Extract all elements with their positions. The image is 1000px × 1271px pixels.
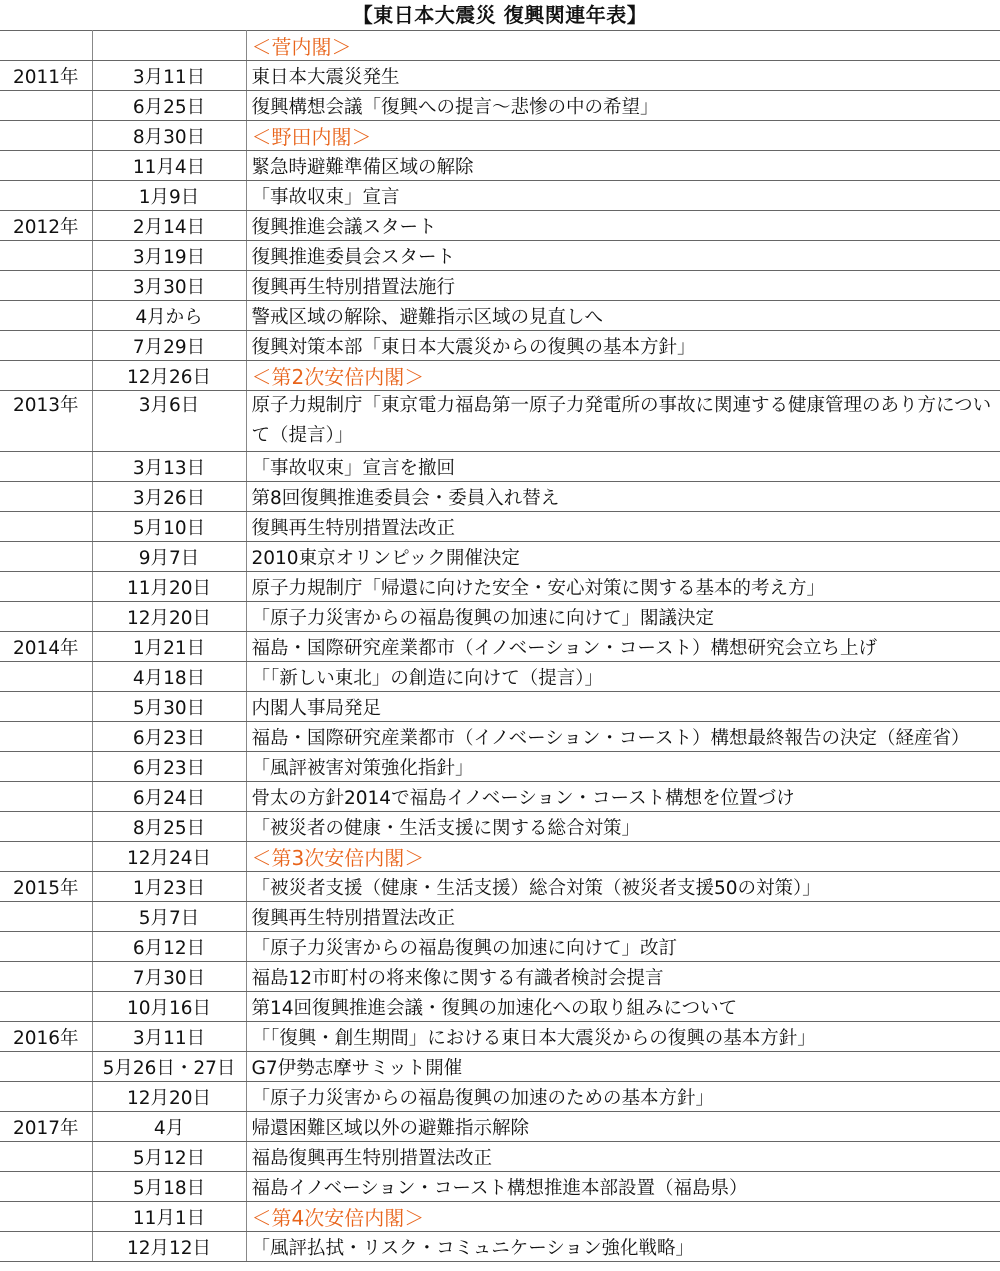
table-row bbox=[0, 782, 1000, 812]
date-cell: 6月25日 bbox=[92, 91, 246, 121]
date-cell: 11月4日 bbox=[92, 151, 246, 181]
timeline-table bbox=[0, 30, 1000, 1262]
date-cell bbox=[92, 31, 246, 61]
event-cell: 復興再生特別措置法施行 bbox=[246, 271, 1000, 301]
event-cell: 復興再生特別措置法改正 bbox=[246, 902, 1000, 932]
table-row bbox=[0, 932, 1000, 962]
table-row bbox=[0, 602, 1000, 632]
table-row bbox=[0, 391, 1000, 452]
table-row bbox=[0, 61, 1000, 91]
date-cell: 3月19日 bbox=[92, 241, 246, 271]
date-cell: 6月24日 bbox=[92, 782, 246, 812]
event-cell: 「被災者の健康・生活支援に関する総合対策」 bbox=[246, 812, 1000, 842]
event-cell: 骨太の方針2014で福島イノベーション・コースト構想を位置づけ bbox=[246, 782, 1000, 812]
year-cell bbox=[0, 572, 92, 602]
table-row bbox=[0, 151, 1000, 181]
year-cell bbox=[0, 1052, 92, 1082]
event-cell: 原子力規制庁「帰還に向けた安全・安心対策に関する基本的考え方」 bbox=[246, 572, 1000, 602]
table-row bbox=[0, 662, 1000, 692]
date-cell: 3月6日 bbox=[92, 391, 246, 452]
event-cell: 「風評被害対策強化指針」 bbox=[246, 752, 1000, 782]
event-cell: 第14回復興推進会議・復興の加速化への取り組みについて bbox=[246, 992, 1000, 1022]
date-cell: 7月29日 bbox=[92, 331, 246, 361]
year-cell bbox=[0, 301, 92, 331]
table-row bbox=[0, 271, 1000, 301]
date-cell: 3月13日 bbox=[92, 452, 246, 482]
year-cell bbox=[0, 331, 92, 361]
year-cell: 2017年 bbox=[0, 1112, 92, 1142]
year-cell bbox=[0, 241, 92, 271]
table-row bbox=[0, 962, 1000, 992]
event-cell: 原子力規制庁「東京電力福島第一原子力発電所の事故に関連する健康管理のあり方について（提言）」 bbox=[246, 391, 1000, 452]
table-row bbox=[0, 31, 1000, 61]
year-cell bbox=[0, 181, 92, 211]
table-row bbox=[0, 482, 1000, 512]
year-cell bbox=[0, 812, 92, 842]
table-row bbox=[0, 91, 1000, 121]
event-cell: 復興推進委員会スタート bbox=[246, 241, 1000, 271]
date-cell: 5月10日 bbox=[92, 512, 246, 542]
year-cell bbox=[0, 482, 92, 512]
cabinet-label: ＜第3次安倍内閣＞ bbox=[246, 842, 1000, 872]
date-cell: 11月1日 bbox=[92, 1202, 246, 1232]
year-cell bbox=[0, 722, 92, 752]
cabinet-label: ＜第4次安倍内閣＞ bbox=[246, 1202, 1000, 1232]
cabinet-label: ＜第2次安倍内閣＞ bbox=[246, 361, 1000, 391]
year-cell bbox=[0, 542, 92, 572]
event-cell: 「事故収束」宣言を撤回 bbox=[246, 452, 1000, 482]
year-cell bbox=[0, 151, 92, 181]
cabinet-label: ＜野田内閣＞ bbox=[246, 121, 1000, 151]
table-row bbox=[0, 992, 1000, 1022]
event-cell: 「事故収束」宣言 bbox=[246, 181, 1000, 211]
table-row bbox=[0, 121, 1000, 151]
event-cell: 復興推進会議スタート bbox=[246, 211, 1000, 241]
year-cell bbox=[0, 902, 92, 932]
page-title: 【東日本大震災 復興関連年表】 bbox=[352, 3, 648, 27]
table-row bbox=[0, 1232, 1000, 1262]
date-cell: 10月16日 bbox=[92, 992, 246, 1022]
year-cell bbox=[0, 361, 92, 391]
event-cell: 「「新しい東北」の創造に向けて（提言）」 bbox=[246, 662, 1000, 692]
date-cell: 3月26日 bbox=[92, 482, 246, 512]
date-cell: 6月23日 bbox=[92, 752, 246, 782]
year-cell bbox=[0, 91, 92, 121]
event-cell: 東日本大震災発生 bbox=[246, 61, 1000, 91]
table-row bbox=[0, 181, 1000, 211]
event-cell: 帰還困難区域以外の避難指示解除 bbox=[246, 1112, 1000, 1142]
table-row bbox=[0, 241, 1000, 271]
year-cell bbox=[0, 662, 92, 692]
table-row bbox=[0, 752, 1000, 782]
year-cell bbox=[0, 31, 92, 61]
date-cell: 4月から bbox=[92, 301, 246, 331]
date-cell: 12月12日 bbox=[92, 1232, 246, 1262]
table-row bbox=[0, 1082, 1000, 1112]
date-cell: 5月26日・27日 bbox=[92, 1052, 246, 1082]
table-row bbox=[0, 632, 1000, 662]
timeline-body bbox=[0, 31, 1000, 1262]
table-row bbox=[0, 542, 1000, 572]
year-cell bbox=[0, 1202, 92, 1232]
event-cell: 福島・国際研究産業都市（イノベーション・コースト）構想最終報告の決定（経産省） bbox=[246, 722, 1000, 752]
event-cell: 復興対策本部「東日本大震災からの復興の基本方針」 bbox=[246, 331, 1000, 361]
event-cell: 第8回復興推進委員会・委員入れ替え bbox=[246, 482, 1000, 512]
event-cell: 福島12市町村の将来像に関する有識者検討会提言 bbox=[246, 962, 1000, 992]
year-cell bbox=[0, 512, 92, 542]
date-cell: 12月24日 bbox=[92, 842, 246, 872]
event-cell: 復興構想会議「復興への提言～悲惨の中の希望」 bbox=[246, 91, 1000, 121]
date-cell: 5月18日 bbox=[92, 1172, 246, 1202]
year-cell bbox=[0, 602, 92, 632]
table-row bbox=[0, 842, 1000, 872]
date-cell: 2月14日 bbox=[92, 211, 246, 241]
year-cell: 2014年 bbox=[0, 632, 92, 662]
table-row bbox=[0, 361, 1000, 391]
date-cell: 8月30日 bbox=[92, 121, 246, 151]
year-cell bbox=[0, 1172, 92, 1202]
table-row bbox=[0, 722, 1000, 752]
table-row bbox=[0, 1022, 1000, 1052]
table-row bbox=[0, 692, 1000, 722]
year-cell bbox=[0, 782, 92, 812]
date-cell: 12月26日 bbox=[92, 361, 246, 391]
year-cell: 2015年 bbox=[0, 872, 92, 902]
table-row bbox=[0, 812, 1000, 842]
date-cell: 6月12日 bbox=[92, 932, 246, 962]
year-cell bbox=[0, 842, 92, 872]
date-cell: 3月11日 bbox=[92, 1022, 246, 1052]
event-cell: 福島イノベーション・コースト構想推進本部設置（福島県） bbox=[246, 1172, 1000, 1202]
date-cell: 8月25日 bbox=[92, 812, 246, 842]
year-cell bbox=[0, 752, 92, 782]
event-cell: 「原子力災害からの福島復興の加速に向けて」閣議決定 bbox=[246, 602, 1000, 632]
date-cell: 1月21日 bbox=[92, 632, 246, 662]
date-cell: 1月9日 bbox=[92, 181, 246, 211]
year-cell bbox=[0, 271, 92, 301]
year-cell bbox=[0, 1232, 92, 1262]
year-cell bbox=[0, 962, 92, 992]
event-cell: 警戒区域の解除、避難指示区域の見直しへ bbox=[246, 301, 1000, 331]
table-row bbox=[0, 512, 1000, 542]
table-row bbox=[0, 452, 1000, 482]
year-cell bbox=[0, 692, 92, 722]
table-row bbox=[0, 1172, 1000, 1202]
event-cell: 2010東京オリンピック開催決定 bbox=[246, 542, 1000, 572]
date-cell: 5月7日 bbox=[92, 902, 246, 932]
event-cell: 「「復興・創生期間」における東日本大震災からの復興の基本方針」 bbox=[246, 1022, 1000, 1052]
date-cell: 3月30日 bbox=[92, 271, 246, 301]
date-cell: 12月20日 bbox=[92, 602, 246, 632]
year-cell bbox=[0, 932, 92, 962]
event-cell: 福島・国際研究産業都市（イノベーション・コースト）構想研究会立ち上げ bbox=[246, 632, 1000, 662]
date-cell: 3月11日 bbox=[92, 61, 246, 91]
year-cell bbox=[0, 992, 92, 1022]
year-cell: 2016年 bbox=[0, 1022, 92, 1052]
event-cell: 内閣人事局発足 bbox=[246, 692, 1000, 722]
date-cell: 5月12日 bbox=[92, 1142, 246, 1172]
date-cell: 9月7日 bbox=[92, 542, 246, 572]
date-cell: 6月23日 bbox=[92, 722, 246, 752]
year-cell bbox=[0, 1082, 92, 1112]
date-cell: 1月23日 bbox=[92, 872, 246, 902]
table-row bbox=[0, 1142, 1000, 1172]
event-cell: 「風評払拭・リスク・コミュニケーション強化戦略」 bbox=[246, 1232, 1000, 1262]
cabinet-label: ＜菅内閣＞ bbox=[246, 31, 1000, 61]
table-row bbox=[0, 1112, 1000, 1142]
year-cell: 2012年 bbox=[0, 211, 92, 241]
table-row bbox=[0, 872, 1000, 902]
date-cell: 12月20日 bbox=[92, 1082, 246, 1112]
table-row bbox=[0, 211, 1000, 241]
event-cell: G7伊勢志摩サミット開催 bbox=[246, 1052, 1000, 1082]
table-row bbox=[0, 1052, 1000, 1082]
year-cell bbox=[0, 1142, 92, 1172]
year-cell: 2011年 bbox=[0, 61, 92, 91]
date-cell: 11月20日 bbox=[92, 572, 246, 602]
date-cell: 4月18日 bbox=[92, 662, 246, 692]
year-cell bbox=[0, 452, 92, 482]
event-cell: 緊急時避難準備区域の解除 bbox=[246, 151, 1000, 181]
event-cell: 復興再生特別措置法改正 bbox=[246, 512, 1000, 542]
table-row bbox=[0, 902, 1000, 932]
table-row bbox=[0, 572, 1000, 602]
year-cell bbox=[0, 121, 92, 151]
table-row bbox=[0, 301, 1000, 331]
date-cell: 4月 bbox=[92, 1112, 246, 1142]
table-row bbox=[0, 331, 1000, 361]
year-cell: 2013年 bbox=[0, 391, 92, 452]
table-row bbox=[0, 1202, 1000, 1232]
event-cell: 「被災者支援（健康・生活支援）総合対策（被災者支援50の対策）」 bbox=[246, 872, 1000, 902]
event-cell: 「原子力災害からの福島復興の加速のための基本方針」 bbox=[246, 1082, 1000, 1112]
date-cell: 7月30日 bbox=[92, 962, 246, 992]
event-cell: 「原子力災害からの福島復興の加速に向けて」改訂 bbox=[246, 932, 1000, 962]
event-cell: 福島復興再生特別措置法改正 bbox=[246, 1142, 1000, 1172]
date-cell: 5月30日 bbox=[92, 692, 246, 722]
